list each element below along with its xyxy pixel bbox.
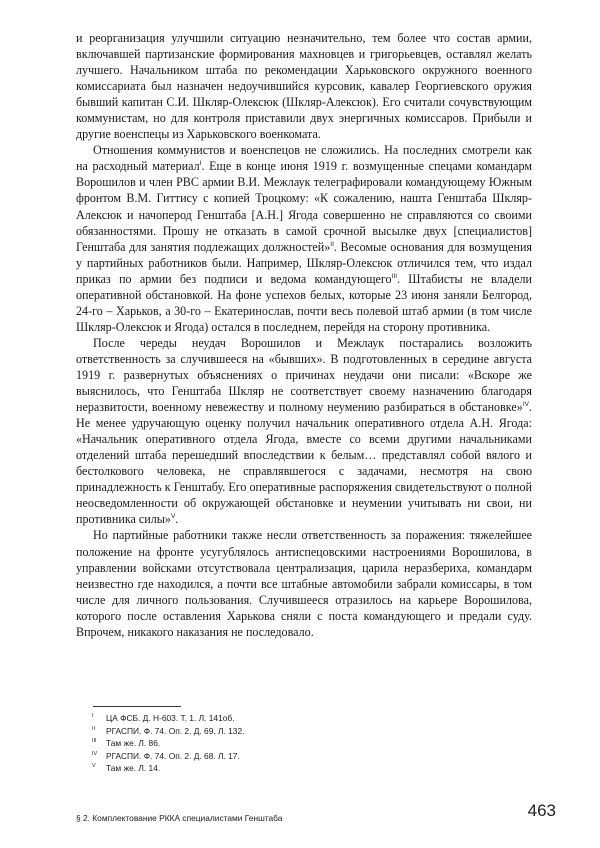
paragraph-text: После череды неудач Ворошилов и Межлаук постарались возложить ответственность за случившееся на «бывших». В подготовленных в середине августа 1919 г. развернутых объяснениях о причинах неудачи они писали: «Вскоре же выяснилось, что Генштаба Шкляр не соответствует своему назначению благодаря неразвитости, военному невежеству и полному неумению разбираться в обстановке» — [76, 335, 532, 415]
paragraph-text: . Еще в конце июня 1919 г. возмущенные спецами командарм Ворошилов и член РВС армии В.И. Межлаук телеграфировали командующему Южным фронтом В.М. Гиттису с копией Троцкому: «К сожалению, нашта Генштаба Шкляр-Алексюк и начоперод Генштаба [А.Н.] Ягода совершенно не справляются со своими обязанностями. Прошу не отказать в самой срочной высылке двух [специалистов] Генштаба для занятия подлежащих должностей» — [76, 159, 533, 254]
paragraph-text: . Весомые основания для возмущения у партийных работников были. Например, Шкляр-Олексюк отличился тем, что издал приказ по армии без подписи и ведома командующего — [76, 239, 532, 286]
footnote-ref[interactable]: II — [330, 240, 334, 248]
footnote-text: РГАСПИ. Ф. 74. Оп. 2. Д. 69. Л. 132. — [106, 725, 245, 736]
footnote-mark: III — [92, 738, 97, 745]
footnote-ref[interactable]: I — [199, 160, 202, 168]
footnote-separator — [93, 706, 181, 707]
footnote — [76, 725, 516, 738]
running-title: § 2. Комплектование РККА специалистами Генштаба — [76, 813, 283, 823]
paragraph — [76, 335, 532, 528]
footnote-mark: IV — [92, 750, 98, 757]
footnote — [76, 750, 516, 763]
footnote — [76, 712, 516, 725]
body-text — [76, 30, 532, 640]
footnote-mark: I — [92, 713, 94, 719]
footnote-ref[interactable]: III — [391, 272, 398, 280]
paragraph-text: . Штабисты не владели оперативной обстановкой. На фоне успехов белых, которые 23 июня заняли Белгород, 24-го – Харьков, а 30-го – Екатеринослав, почти весь полевой штаб армии (в том числе Шкляр-Олексюк и Ягода) остался в последнем, перейдя на сторону противника. — [76, 271, 532, 334]
paragraph — [76, 30, 532, 142]
paragraph-text: . — [175, 512, 179, 527]
footnotes — [76, 712, 516, 775]
footnote-text: Там же. Л. 14. — [106, 763, 161, 774]
paragraph — [76, 527, 532, 639]
footnote-ref[interactable]: IV — [522, 401, 529, 409]
footnote-text: ЦА ФСБ. Д. Н-603. Т. 1. Л. 141об. — [106, 713, 235, 723]
footnote-text: Там же. Л. 86. — [106, 738, 161, 749]
page-number: 463 — [527, 801, 556, 820]
paragraph-text: и реорганизация улучшили ситуацию незначительно, тем более что состав армии, включавшей партизанские формирования махновцев и григорьевцев, оставлял желать лучшего. Начальником штаба по рекомендации Харьковского окружного военного комиссариата был назначен недоучившийся курсовик, кавалер Георгиевского оружия бывший капитан С.И. Шкляр-Олексюк (Шкляр-Алексюк). Его считали сочувствующим коммунистам, но для контроля приставили двух энергичных комиссаров. Прибыли и другие военспецы из Харьковского военкомата. — [76, 31, 532, 142]
paragraph-text: . Не менее удручающую оценку получил начальник оперативного отдела А.Н. Ягода: «Начальник оперативного отдела Ягода, вместе со всеми другими начальниками отделений штаба перешедший впоследствии к белым… представлял собой вялого и бестолкового человека, не справлявшегося с задачами, несмотря на свою принадлежность к Генштабу. Его оперативные распоряжения свидетельствуют о полной неосведомленности об окружающей обстановке и неумении учитывать ни свои, ни противника силы» — [76, 400, 532, 527]
footnote — [76, 762, 516, 775]
footnote-ref[interactable]: V — [170, 513, 176, 521]
paragraph — [76, 142, 532, 335]
footnote-mark: II — [92, 725, 96, 732]
footnote-text: РГАСПИ. Ф. 74. Оп. 2. Д. 68. Л. 17. — [106, 750, 240, 761]
footnote-mark: V — [92, 763, 96, 770]
paragraph-text: Отношения коммунистов и военспецов не сложились. На последних смотрели как на расходный материал — [76, 143, 532, 174]
paragraph-text: Но партийные работники также несли ответственность за поражения: тяжелейшее положение на фронте усугублялось антиспецовскими настроениями Ворошилова, в управлении войсками отсутствовала централизация, царила неразбериха, командарм неизвестно где находился, а почти все штабные автомобили забрали комиссары, в том числе для личного пользования. Случившееся отразилось на карьере Ворошилова, которого после оставления Харькова сняли с поста командующего и предали суду. Впрочем, никакого наказания не последовало. — [76, 528, 532, 639]
footnote — [76, 737, 516, 750]
